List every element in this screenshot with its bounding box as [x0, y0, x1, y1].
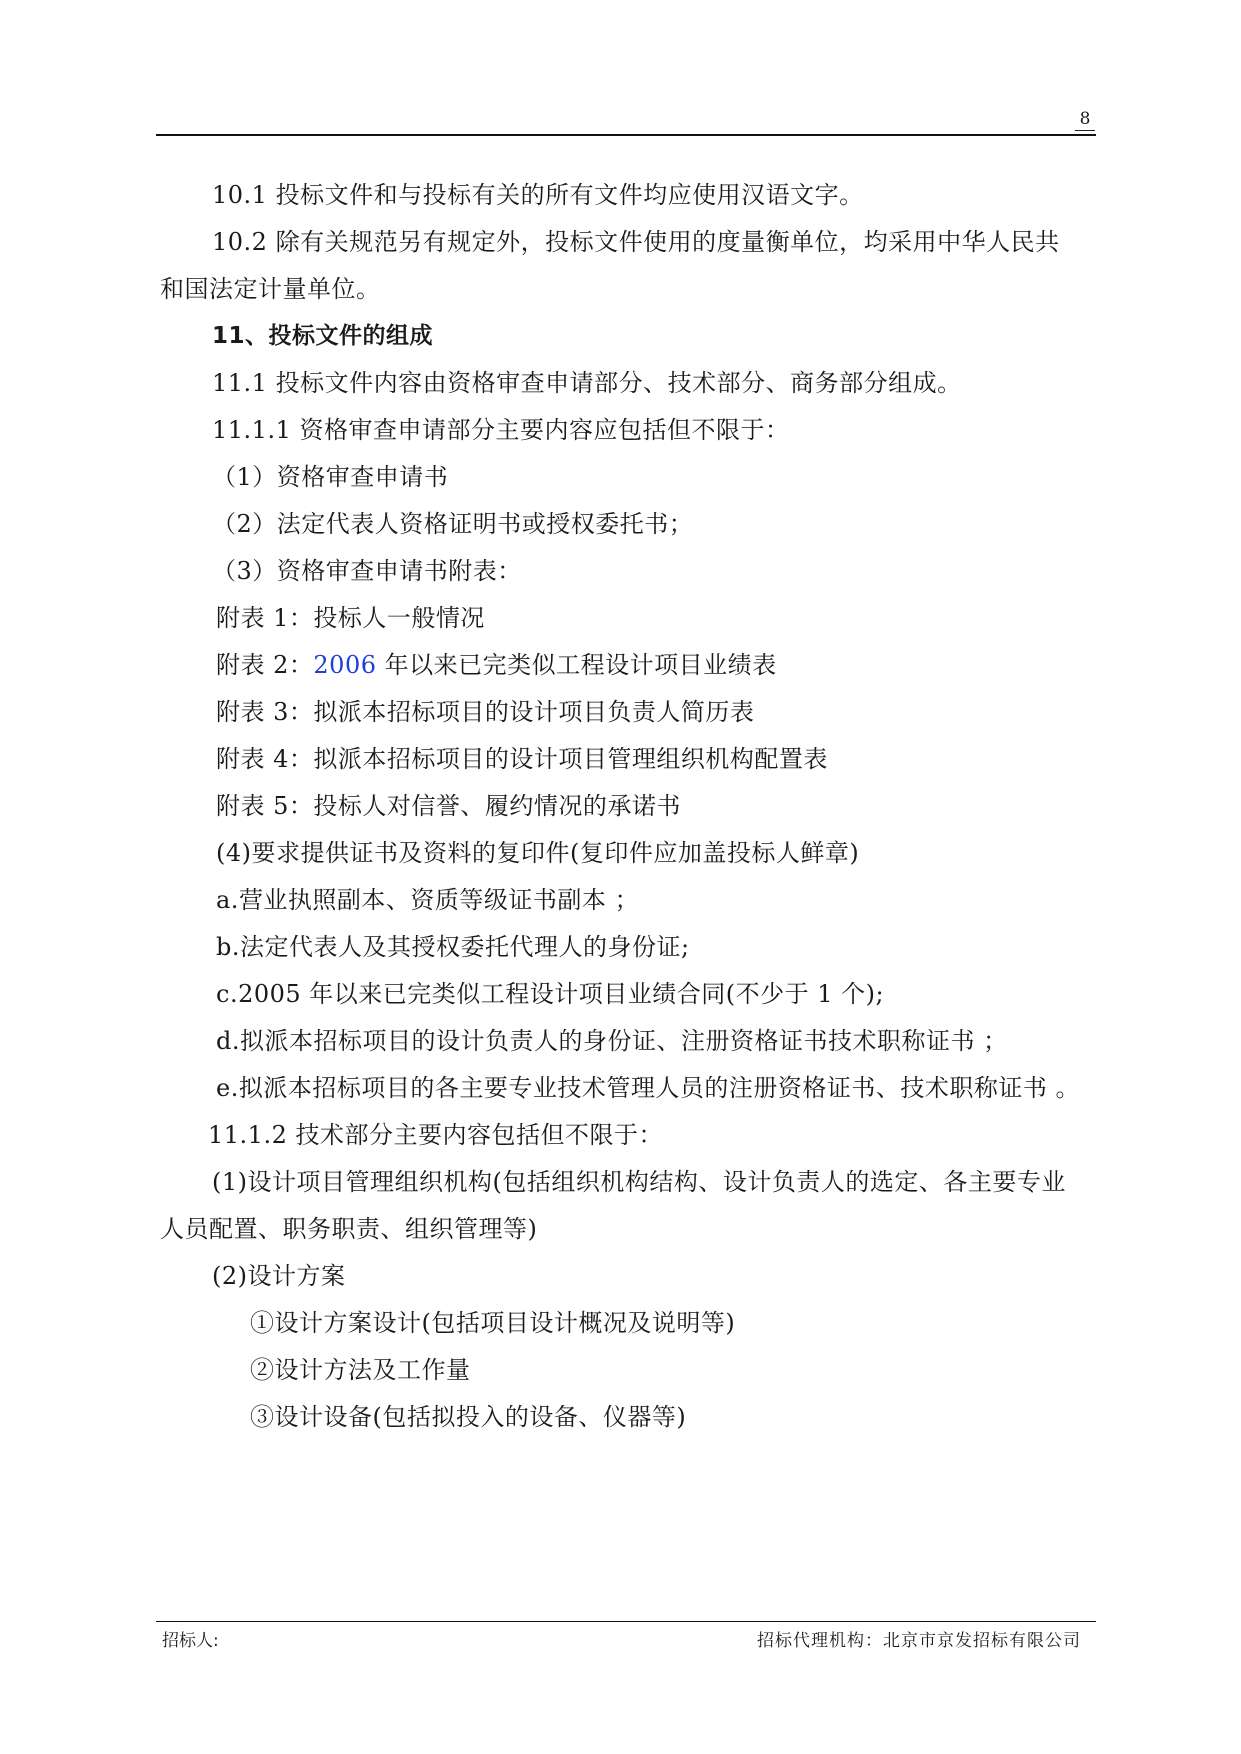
paragraph-11-1-2: 11.1.2 技术部分主要内容包括但不限于：: [208, 1121, 663, 1149]
paragraph-10-2: 10.2 除有关规范另有规定外，投标文件使用的度量衡单位，均采用中华人民共: [212, 228, 1060, 256]
list-item-c: c.2005 年以来已完类似工程设计项目业绩合同(不少于 1 个);: [216, 980, 885, 1008]
footer-agency: 招标代理机构：北京市京发招标有限公司: [757, 1631, 1081, 1651]
header-rule: [156, 134, 1096, 136]
appendix-2: [216, 650, 777, 680]
list-item-d: d.拟派本招标项目的设计负责人的身份证、注册资格证书技术职称证书 ；: [216, 1027, 1008, 1055]
paragraph-10-2-cont: 和国法定计量单位。: [160, 275, 381, 303]
list-item-3: （3）资格审查申请书附表：: [212, 557, 522, 585]
appendix-2-year: 2006: [313, 651, 377, 679]
paragraph-11-1: 11.1 投标文件内容由资格审查申请部分、技术部分、商务部分组成。: [212, 369, 962, 397]
list-item-4: (4)要求提供证书及资料的复印件(复印件应加盖投标人鲜章): [216, 839, 860, 867]
list-item-a: a.营业执照副本、资质等级证书副本 ；: [216, 886, 640, 914]
list-item-2: （2）法定代表人资格证明书或授权委托书；: [212, 510, 694, 538]
section-heading-11: 11、投标文件的组成: [212, 323, 434, 349]
footer-rule: [156, 1621, 1096, 1622]
footer-tenderer: 招标人:: [162, 1631, 219, 1651]
paragraph-11-1-1: 11.1.1 资格审查申请部分主要内容应包括但不限于：: [212, 416, 790, 444]
tech-subitem-1: ①设计方案设计(包括项目设计概况及说明等): [250, 1309, 736, 1337]
paragraph-10-1: 10.1 投标文件和与投标有关的所有文件均应使用汉语文字。: [212, 181, 864, 209]
tech-item-1: (1)设计项目管理组织机构(包括组织机构结构、设计负责人的选定、各主要专业: [212, 1168, 1066, 1196]
appendix-2-suffix: 年以来已完类似工程设计项目业绩表: [376, 651, 777, 679]
appendix-5: 附表 5：投标人对信誉、履约情况的承诺书: [216, 792, 681, 820]
list-item-1: （1）资格审查申请书: [212, 463, 449, 491]
appendix-1: 附表 1：投标人一般情况: [216, 604, 485, 632]
list-item-e: e.拟派本招标项目的各主要专业技术管理人员的注册资格证书、技术职称证书 。: [216, 1074, 1080, 1102]
tech-subitem-3: ③设计设备(包括拟投入的设备、仪器等): [250, 1403, 687, 1431]
appendix-2-prefix: 附表 2：: [216, 651, 314, 679]
tech-subitem-2: ②设计方法及工作量: [250, 1356, 471, 1384]
page-number: 8: [1075, 108, 1095, 131]
tech-item-1-cont: 人员配置、职务职责、组织管理等): [160, 1215, 538, 1243]
appendix-4: 附表 4：拟派本招标项目的设计项目管理组织机构配置表: [216, 745, 828, 773]
list-item-b: b.法定代表人及其授权委托代理人的身份证;: [216, 933, 690, 961]
appendix-3: 附表 3：拟派本招标项目的设计项目负责人简历表: [216, 698, 755, 726]
tech-item-2: (2)设计方案: [212, 1262, 346, 1290]
